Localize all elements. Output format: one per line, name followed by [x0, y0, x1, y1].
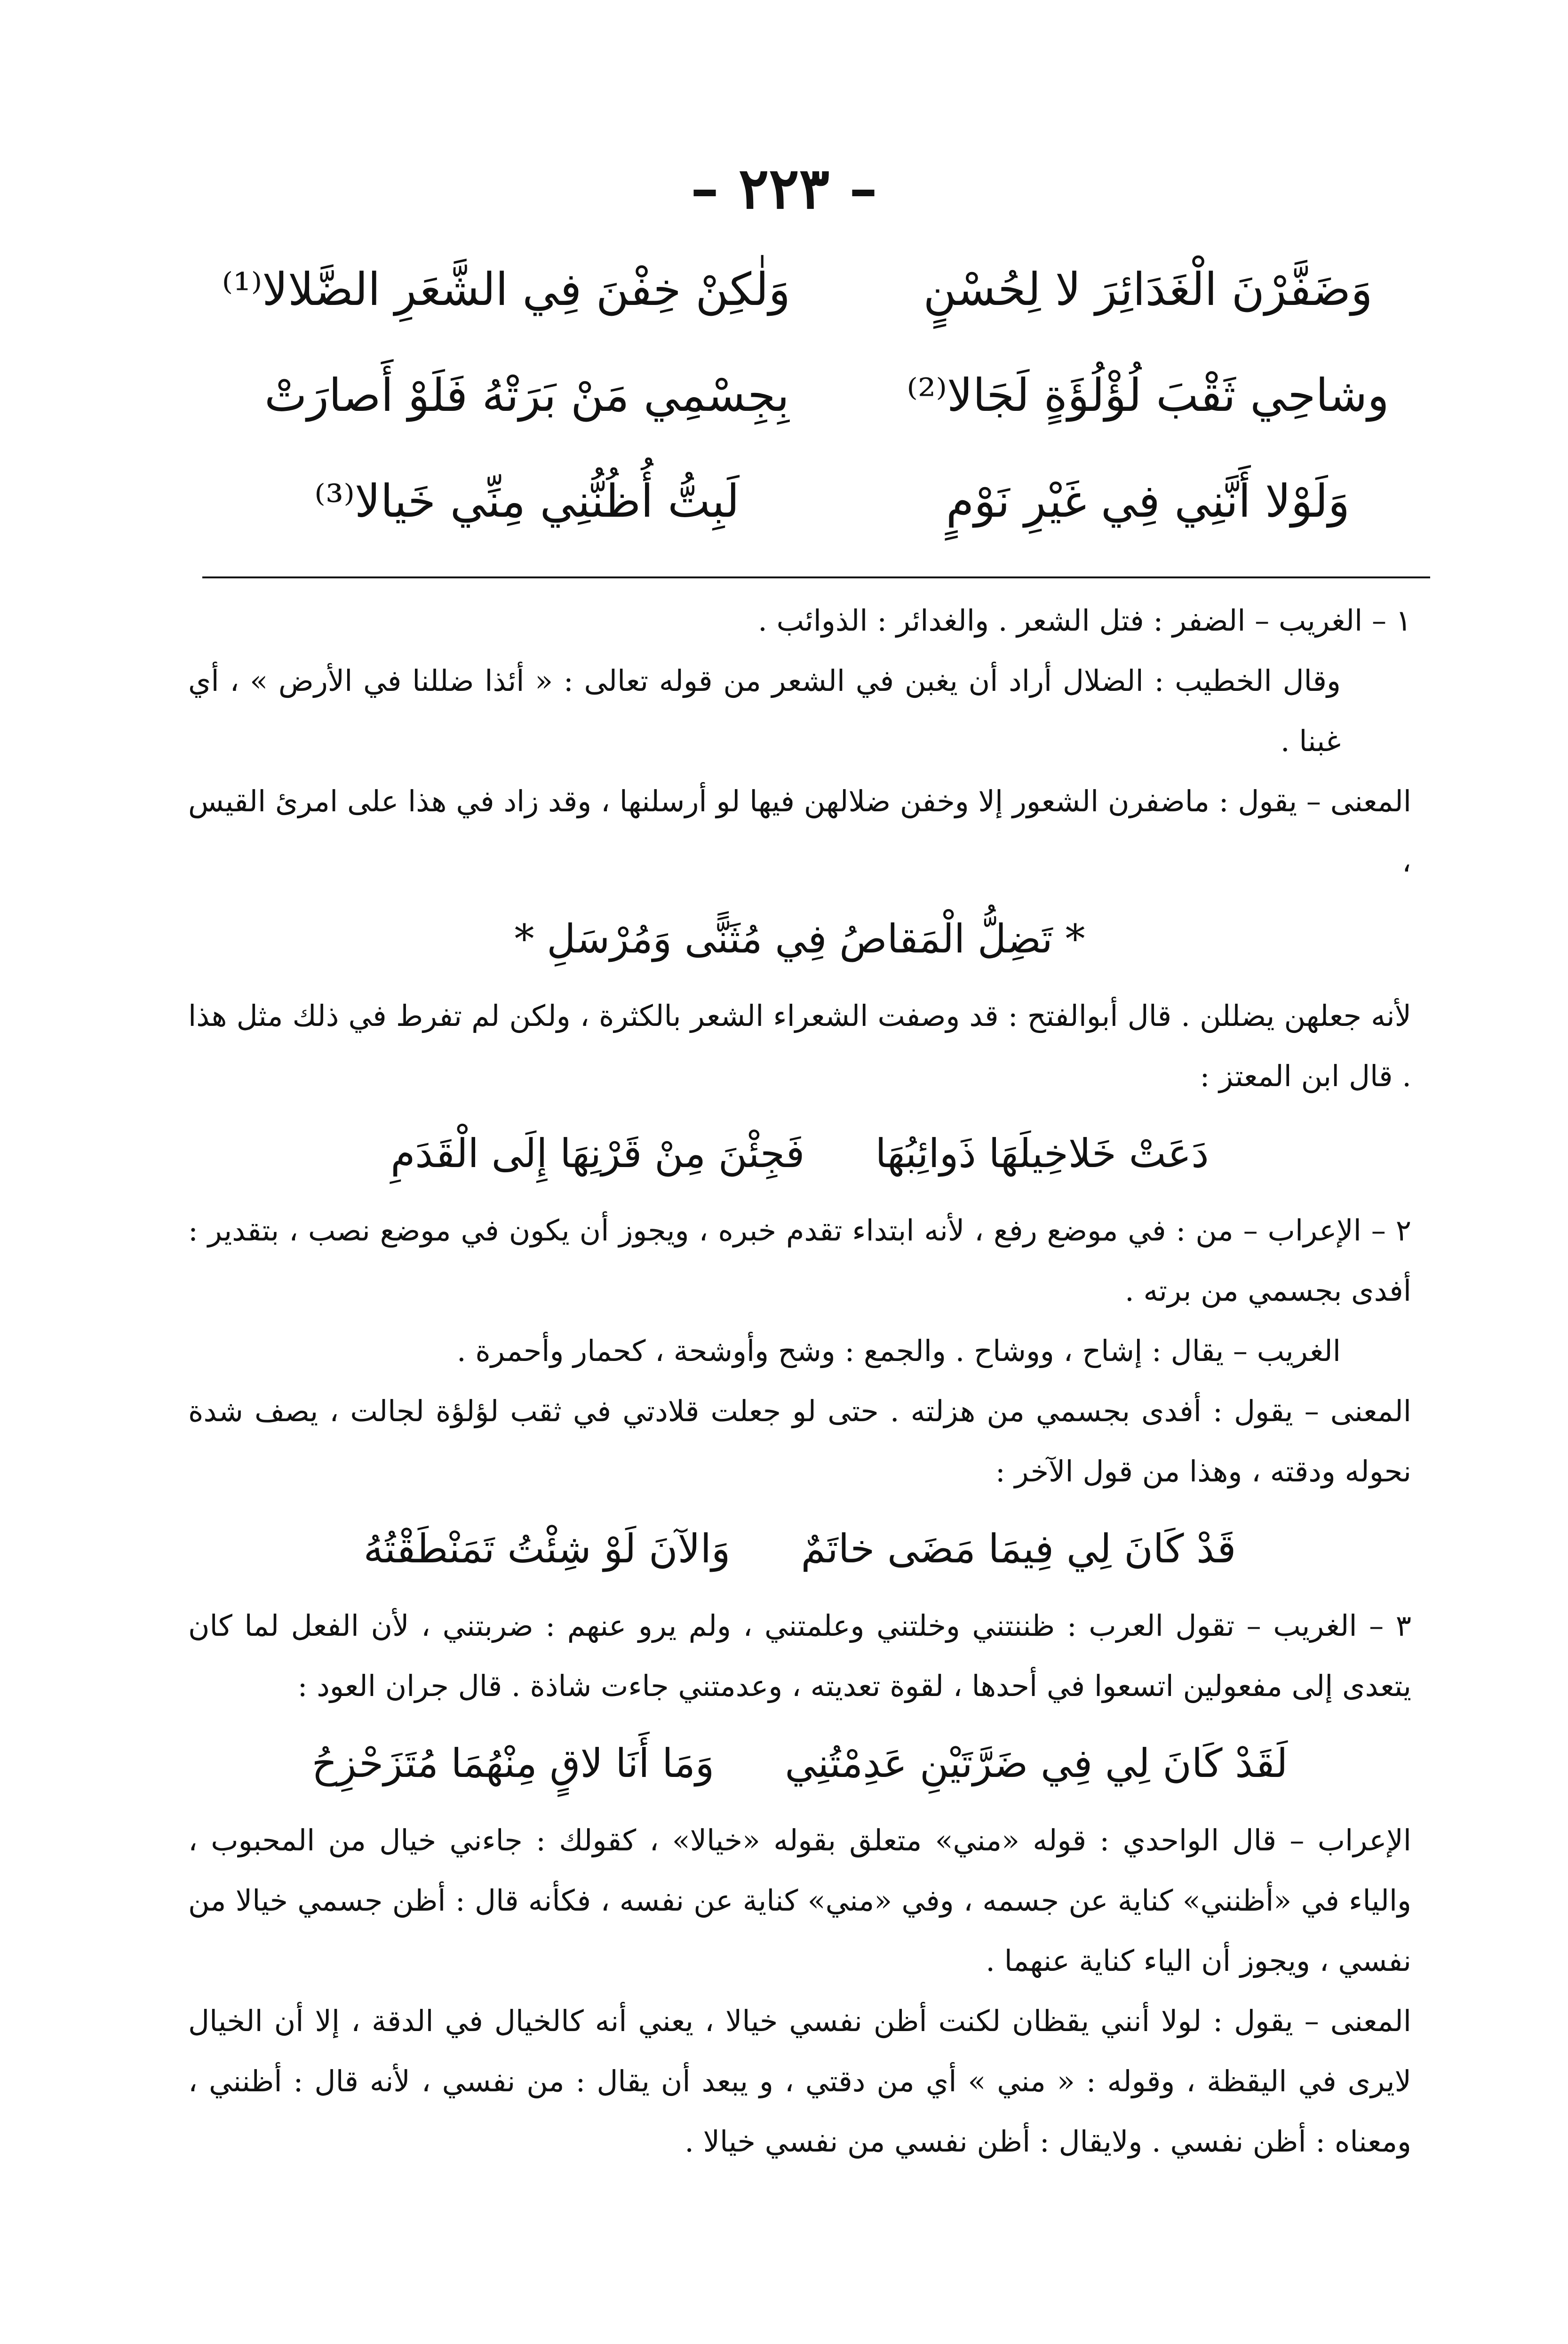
note-3-meaning: المعنى – يقول : لولا أنني يقظان لكنت أظن نفسي خيالا ، يعني أنه كالخيال في الدقة ، إلا أن الخيال لايرى في اليقظة ، وقوله : « مني » أي من دقتي ، و يبعد أن يقال : من نفسي ، لأنه قال : أظنني ، ومعناه : أظن نفسي . ولايقال : أظن نفسي من نفسي خيالا .	[188, 2004, 1411, 2159]
quoted-verse-other-poet	[188, 1502, 1411, 1596]
note-2-irab: ٢ – الإعراب – من : في موضع رفع ، لأنه ابتداء تقدم خبره ، ويجوز أن يكون في موضع نصب ، بتقدير : أفدى بجسمي من برته .	[188, 1213, 1411, 1308]
note-1-gharib: ١ – الغريب – الضفر : فتل الشعر . والغدائر : الذوائب .	[758, 603, 1411, 638]
note-2-meaning: المعنى – يقول : أفدى بجسمي من هزلته . حتى لو جعلت قلادتي في ثقب لؤلؤة لجالت ، يصف شدة نحوله ودقته ، وهذا من قول الآخر :	[188, 1394, 1411, 1488]
note-1-khatib: وقال الخطيب : الضلال أراد أن يغبن في الشعر من قوله تعالى : « أئذا ضللنا في الأرض » ، أي غبنا .	[188, 664, 1341, 758]
quoted-verse-jiran-al-awd-first: لَقَدْ كَانَ لِي فِي ضَرَّتَيْنِ عَدِمْتُنِي	[785, 1740, 1288, 1786]
commentary-notes	[188, 591, 1411, 2172]
verse-2-second-hemistich: بِجِسْمِي مَنْ بَرَتْهُ فَلَوْ أَصارَتْ	[264, 369, 789, 422]
verse-3-second-hemistich: لَبِتُّ أُظُنُّنِي مِنِّي خَيالا⁽³⁾	[314, 475, 740, 528]
verse-3	[263, 461, 1411, 567]
footnote-divider	[202, 576, 1430, 578]
verse-1-first-hemistich: وَضَفَّرْنَ الْغَدَائِرَ لا لِحُسْنٍ	[923, 263, 1373, 316]
quoted-verse-jiran-al-awd-second: وَمَا أَنَا لاقٍ مِنْهُمَا مُتَزَحْزِحُ	[311, 1740, 715, 1786]
verse-3-first-hemistich: وَلَوْلا أَنَّنِي فِي غَيْرِ نَوْمٍ	[946, 475, 1350, 528]
page-number: – ٢٢٣ –	[691, 155, 877, 222]
note-1-meaning: المعنى – يقول : ماضفرن الشعور إلا وخفن ضلالهن فيها لو أرسلنها ، وقد زاد في هذا على امرئ القيس ،	[188, 784, 1411, 879]
quoted-verse-ibn-al-mutazz-first: دَعَتْ خَلاخِيلَهَا ذَوائِبُهَا	[875, 1130, 1209, 1176]
verse-1	[222, 249, 1411, 355]
note-2-gharib: الغريب – يقال : إشاح ، ووشاح . والجمع : وشح وأوشحة ، كحمار وأحمرة .	[457, 1334, 1341, 1368]
quoted-hemistich-imru-al-qays: * تَضِلُّ الْمَقاصُ فِي مُثَنًّى وَمُرْسَلِ *	[514, 916, 1085, 962]
note-1-abu-al-fath: لأنه جعلهن يضللن . قال أبوالفتح : قد وصفت الشعراء الشعر بالكثرة ، ولكن لم تفرط في ذلك مثل هذا . قال ابن المعتز :	[188, 999, 1411, 1093]
verse-1-second-hemistich: وَلٰكِنْ خِفْنَ فِي الشَّعَرِ الضَّلالا⁽¹⁾	[222, 263, 790, 316]
verse-2	[263, 355, 1411, 461]
quoted-verse-other-poet-second: وَالآنَ لَوْ شِئْتُ تَمَنْطَقْتُهُ	[363, 1526, 731, 1572]
quoted-verse-jiran-al-awd	[188, 1716, 1411, 1810]
note-3-irab: الإعراب – قال الواحدي : قوله «مني» متعلق بقوله «خيالا» ، كقولك : جاءني خيال من المحبوب ، والياء في «أظنني» كناية عن جسمه ، وفي «مني» كناية عن نفسه ، فكأنه قال : أظن جسمي خيالا من نفسي ، ويجوز أن الياء كناية عنهما .	[188, 1823, 1411, 1978]
quoted-verse-ibn-al-mutazz-second: فَجِئْنَ مِنْ قَرْنِهَا إِلَى الْقَدَمِ	[390, 1130, 805, 1176]
note-3-gharib: ٣ – الغريب – تقول العرب : ظننتني وخلتني وعلمتني ، ولم يرو عنهم : ضربتني ، لأن الفعل لما كان يتعدى إلى مفعولين اتسعوا في أحدها ، لقوة تعديته ، وعدمتني جاءت شاذة . قال جران العود :	[188, 1608, 1411, 1703]
quoted-verse-ibn-al-mutazz	[188, 1106, 1411, 1200]
verse-2-first-hemistich: وشاحِي ثَقْبَ لُؤْلُؤَةٍ لَجَالا⁽²⁾	[907, 369, 1389, 422]
quoted-verse-other-poet-first: قَدْ كَانَ لِي فِيمَا مَضَى خاتَمٌ	[801, 1526, 1236, 1572]
poem-verses	[222, 249, 1411, 567]
